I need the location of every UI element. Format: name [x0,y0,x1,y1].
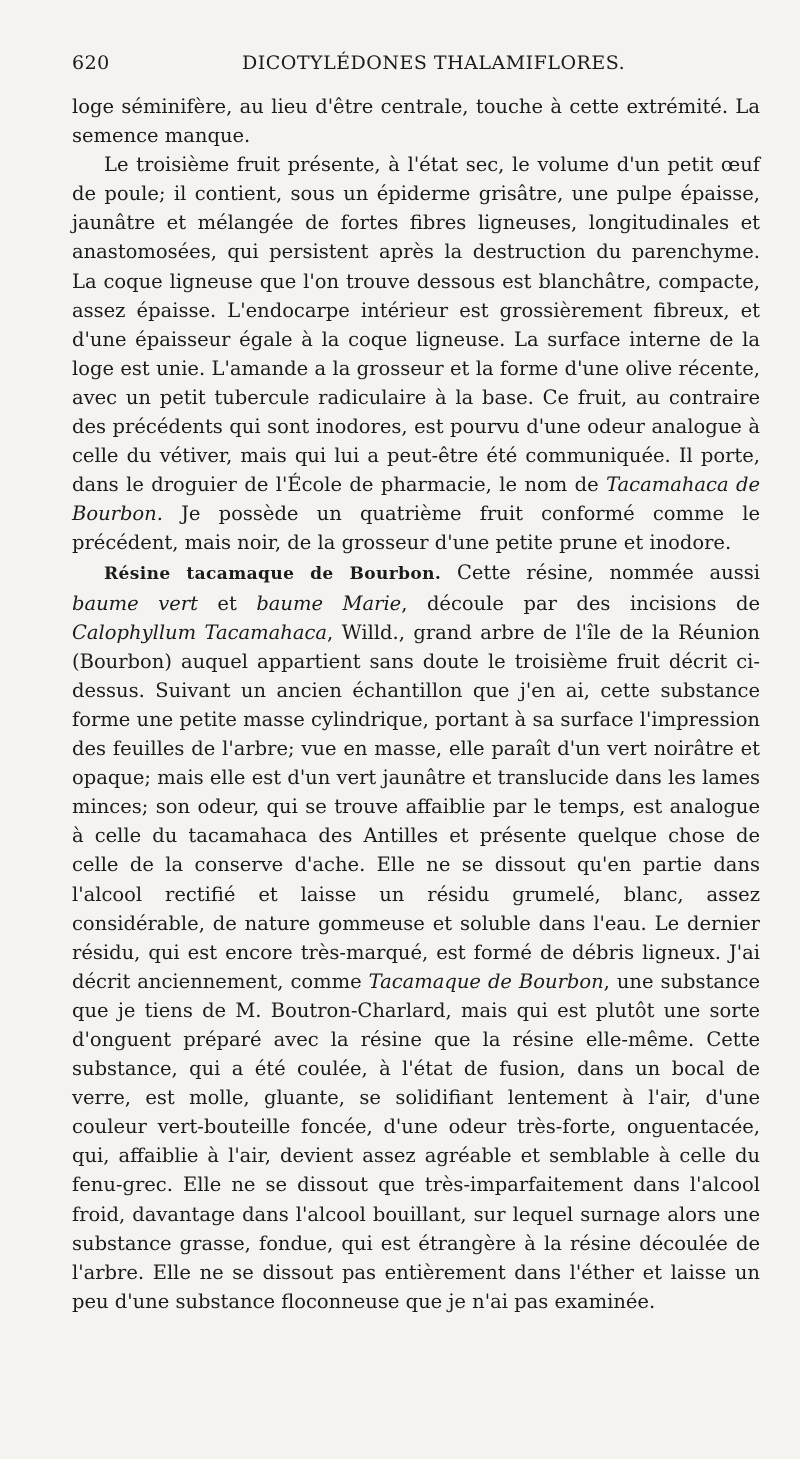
text-run: , Willd., grand arbre de l'île de la Réunion (Bourbon) auquel appartient sans doute le troisième fruit décrit ci-dessus. Suivant un ancien échantillon que j'en ai, cette substance forme une petite masse cylindrique, portant à sa surface l'impression des feuilles de l'arbre; vue en masse, elle paraît d'un vert noirâtre et opaque; mais elle est d'un vert jaunâtre et translucide dans les lames minces; son odeur, qui se trouve affaiblie par le temps, est analogue à celle du tacamahaca des Antilles et présente quelque chose de celle de la conserve d'ache. Elle ne se dissout qu'en partie dans l'alcool rectifié et laisse un résidu grumelé, blanc, assez considérable, de nature gommeuse et soluble dans l'eau. Le dernier résidu, qui est encore très-marqué, est formé de débris ligneux. J'ai décrit anciennement, comme [72,620,760,993]
text-run: Cette résine, nommée aussi [441,560,760,584]
page-number: 620 [72,52,110,74]
italic-term: Tacamaque de Bourbon [368,969,604,993]
paragraph-third-fruit [72,150,760,557]
text-run: , découle par des incisions de [401,591,760,615]
species-name: Calophyllum Tacamahaca [72,620,328,644]
section-heading: Résine tacamaque de Bourbon. [104,563,442,584]
paragraph-resine [72,558,760,1316]
paragraph-continuation: loge séminifère, au lieu d'être centrale, touche à cette extrémité. La semence manque. [72,95,760,148]
body-text [72,92,760,1316]
italic-term: baume vert [72,591,198,615]
running-head [72,52,760,84]
specimen-name: Tacamahaca de Bourbon [72,473,760,526]
paragraph-text-end: . Je possède un quatrième fruit conformé comme le précédent, mais noir, de la grosseur d'une petite prune et inodore. [72,502,760,555]
paragraph-text: Le troisième fruit présente, à l'état sec, le volume d'un petit œuf de poule; il contient, sous un épiderme grisâtre, une pulpe épaisse, jaunâtre et mélangée de fortes fibres ligneuses, longitudinales et anastomosées, qui persistent après la destruction du parenchyme. La coque ligneuse que l'on trouve dessous est blanchâtre, compacte, assez épaisse. L'endocarpe intérieur est grossièrement fibreux, et d'une épaisseur égale à la coque ligneuse. La surface interne de la loge est unie. L'amande a la grosseur et la forme d'une olive récente, avec un petit tubercule radiculaire à la base. Ce fruit, au contraire des précédents qui sont inodores, est pourvu d'une odeur analogue à celle du vétiver, mais qui lui a peut-être été communiquée. Il porte, dans le droguier de l'École de pharmacie, le nom de [72,153,760,497]
running-title: DICOTYLÉDONES THALAMIFLORES. [242,52,626,74]
italic-term: baume Marie [256,591,402,615]
text-run: , une substance que je tiens de M. Boutron-Charlard, mais qui est plutôt une sorte d'onguent préparé avec la résine que la résine elle-même. Cette substance, qui a été coulée, à l'état de fusion, dans un bocal de verre, est molle, gluante, se solidifiant lentement à l'air, d'une couleur vert-bouteille foncée, d'une odeur très-forte, onguentacée, qui, affaiblie à l'air, devient assez agréable et semblable à celle du fenu-grec. Elle ne se dissout que très-imparfaitement dans l'alcool froid, davantage dans l'alcool bouillant, sur lequel surnage alors une substance grasse, fondue, qui est étrangère à la résine découlée de l'arbre. Elle ne se dissout pas entièrement dans l'éther et laisse un peu d'une substance floconneuse que je n'ai pas examinée. [72,969,761,1313]
text-run: et [197,591,257,615]
